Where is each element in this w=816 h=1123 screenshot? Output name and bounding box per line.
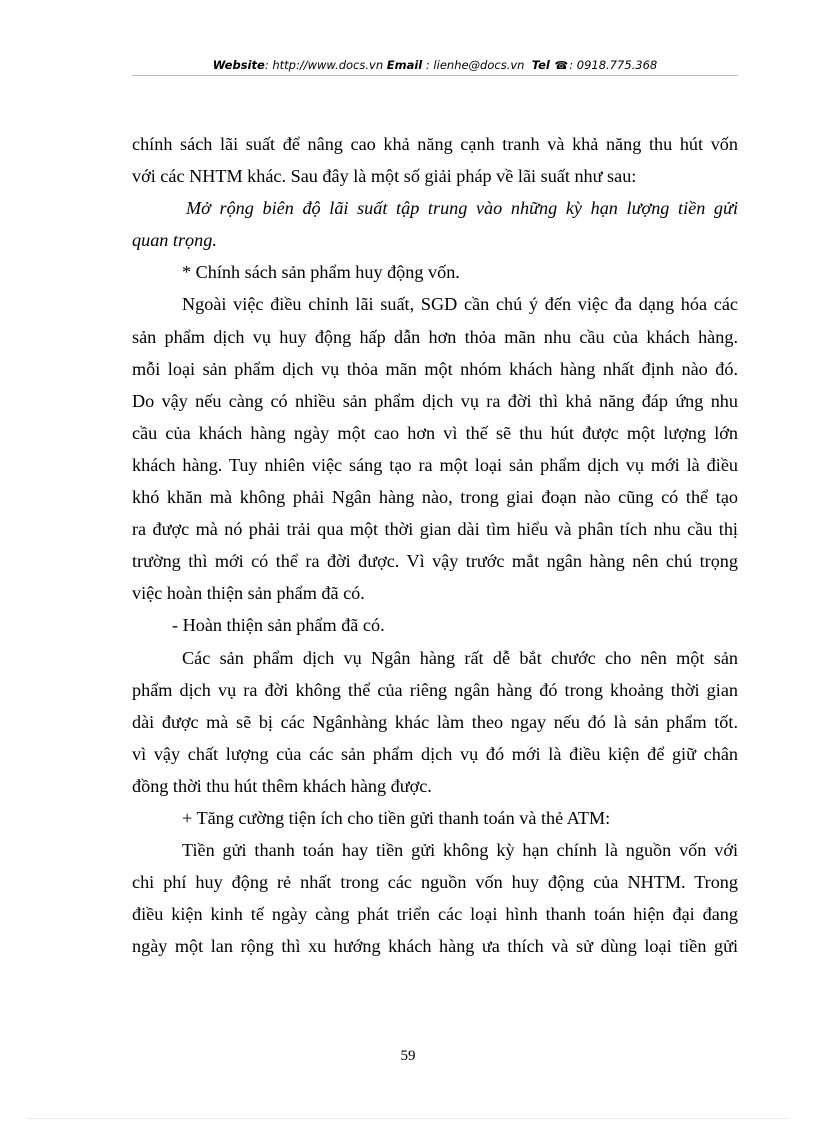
- body-line: ngày một lan rộng thì xu hướng khách hàng ưa thích và sử dùng loại tiền gửi: [132, 936, 738, 957]
- body-line: điều kiện kinh tế ngày càng phát triển các loại hình thanh toán hiện đại đang: [132, 904, 738, 925]
- section-heading: - Hoàn thiện sản phẩm đã có.: [172, 615, 385, 636]
- page-header: [132, 57, 738, 76]
- body-line: mỗi loại sản phẩm dịch vụ thỏa mãn một nhóm khách hàng nhất định nào đó.: [132, 358, 738, 379]
- section-heading: * Chính sách sản phẩm huy động vốn.: [182, 262, 460, 283]
- document-body: [132, 128, 738, 962]
- body-line: sản phẩm dịch vụ huy động hấp dẫn hơn thỏa mãn nhu cầu của khách hàng.: [132, 326, 738, 347]
- page-number: 59: [400, 1048, 416, 1064]
- email-label: Email: [386, 58, 423, 72]
- tel-value: : 0918.775.368: [569, 58, 658, 72]
- body-line: chính sách lãi suất để nâng cao khả năng cạnh tranh và khả năng thu hút vốn: [132, 134, 738, 154]
- body-line: vì vậy chất lượng của các sản phẩm dịch vụ đó mới là điều kiện để giữ chân: [132, 743, 738, 764]
- body-line: khó khăn mà không phải Ngân hàng nào, trong giai đoạn nào cũng có thể tạo: [132, 487, 738, 508]
- tel-label: Tel: [531, 58, 550, 72]
- email-value: : lienhe@docs.vn: [422, 58, 525, 72]
- body-line: việc hoàn thiện sản phẩm đã có.: [132, 583, 365, 604]
- website-label: Website: [212, 58, 265, 72]
- body-line: với các NHTM khác. Sau đây là một số giải pháp về lãi suất như sau:: [132, 166, 637, 187]
- bottom-divider: [28, 1118, 788, 1119]
- italic-line: quan trọng.: [132, 230, 217, 251]
- body-line: cầu của khách hàng ngày một cao hơn vì thế sẽ thu hút được một lượng lớn: [132, 422, 738, 443]
- body-line: phẩm dịch vụ ra đời không thể của riêng ngân hàng đó trong khoảng thời gian: [132, 679, 738, 700]
- section-heading: + Tăng cường tiện ích cho tiền gửi thanh toán và thẻ ATM:: [182, 807, 611, 828]
- body-line: Các sản phẩm dịch vụ Ngân hàng rất dễ bắt chước cho nên một sản: [182, 647, 738, 668]
- body-line: khách hàng. Tuy nhiên việc sáng tạo ra một loại sản phẩm dịch vụ mới là điều: [132, 454, 738, 475]
- website-value: : http://www.docs.vn: [264, 58, 384, 72]
- body-line: Ngoài việc điều chỉnh lãi suất, SGD cần chú ý đến việc đa dạng hóa các: [182, 294, 738, 315]
- body-line: dài được mà sẽ bị các Ngânhàng khác làm theo ngay nếu đó là sản phẩm tốt.: [132, 711, 738, 732]
- italic-line: Mở rộng biên độ lãi suất tập trung vào những kỳ hạn lượng tiền gửi: [186, 198, 738, 219]
- phone-icon: ☎: [554, 59, 569, 72]
- body-line: đồng thời thu hút thêm khách hàng được.: [132, 775, 432, 796]
- body-line: chi phí huy động rẻ nhất trong các nguồn vốn huy động của NHTM. Trong: [132, 872, 738, 893]
- body-line: Do vậy nếu càng có nhiều sản phẩm dịch vụ ra đời thì khả năng đáp ứng nhu: [132, 390, 738, 411]
- body-line: Tiền gửi thanh toán hay tiền gửi không kỳ hạn chính là nguồn vốn với: [182, 840, 738, 861]
- body-line: trường thì mới có thể ra đời được. Vì vậy trước mắt ngân hàng nên chú trọng: [132, 551, 738, 572]
- body-line: ra được mà nó phải trải qua một thời gian dài tìm hiểu và phân tích nhu cầu thị: [132, 519, 738, 540]
